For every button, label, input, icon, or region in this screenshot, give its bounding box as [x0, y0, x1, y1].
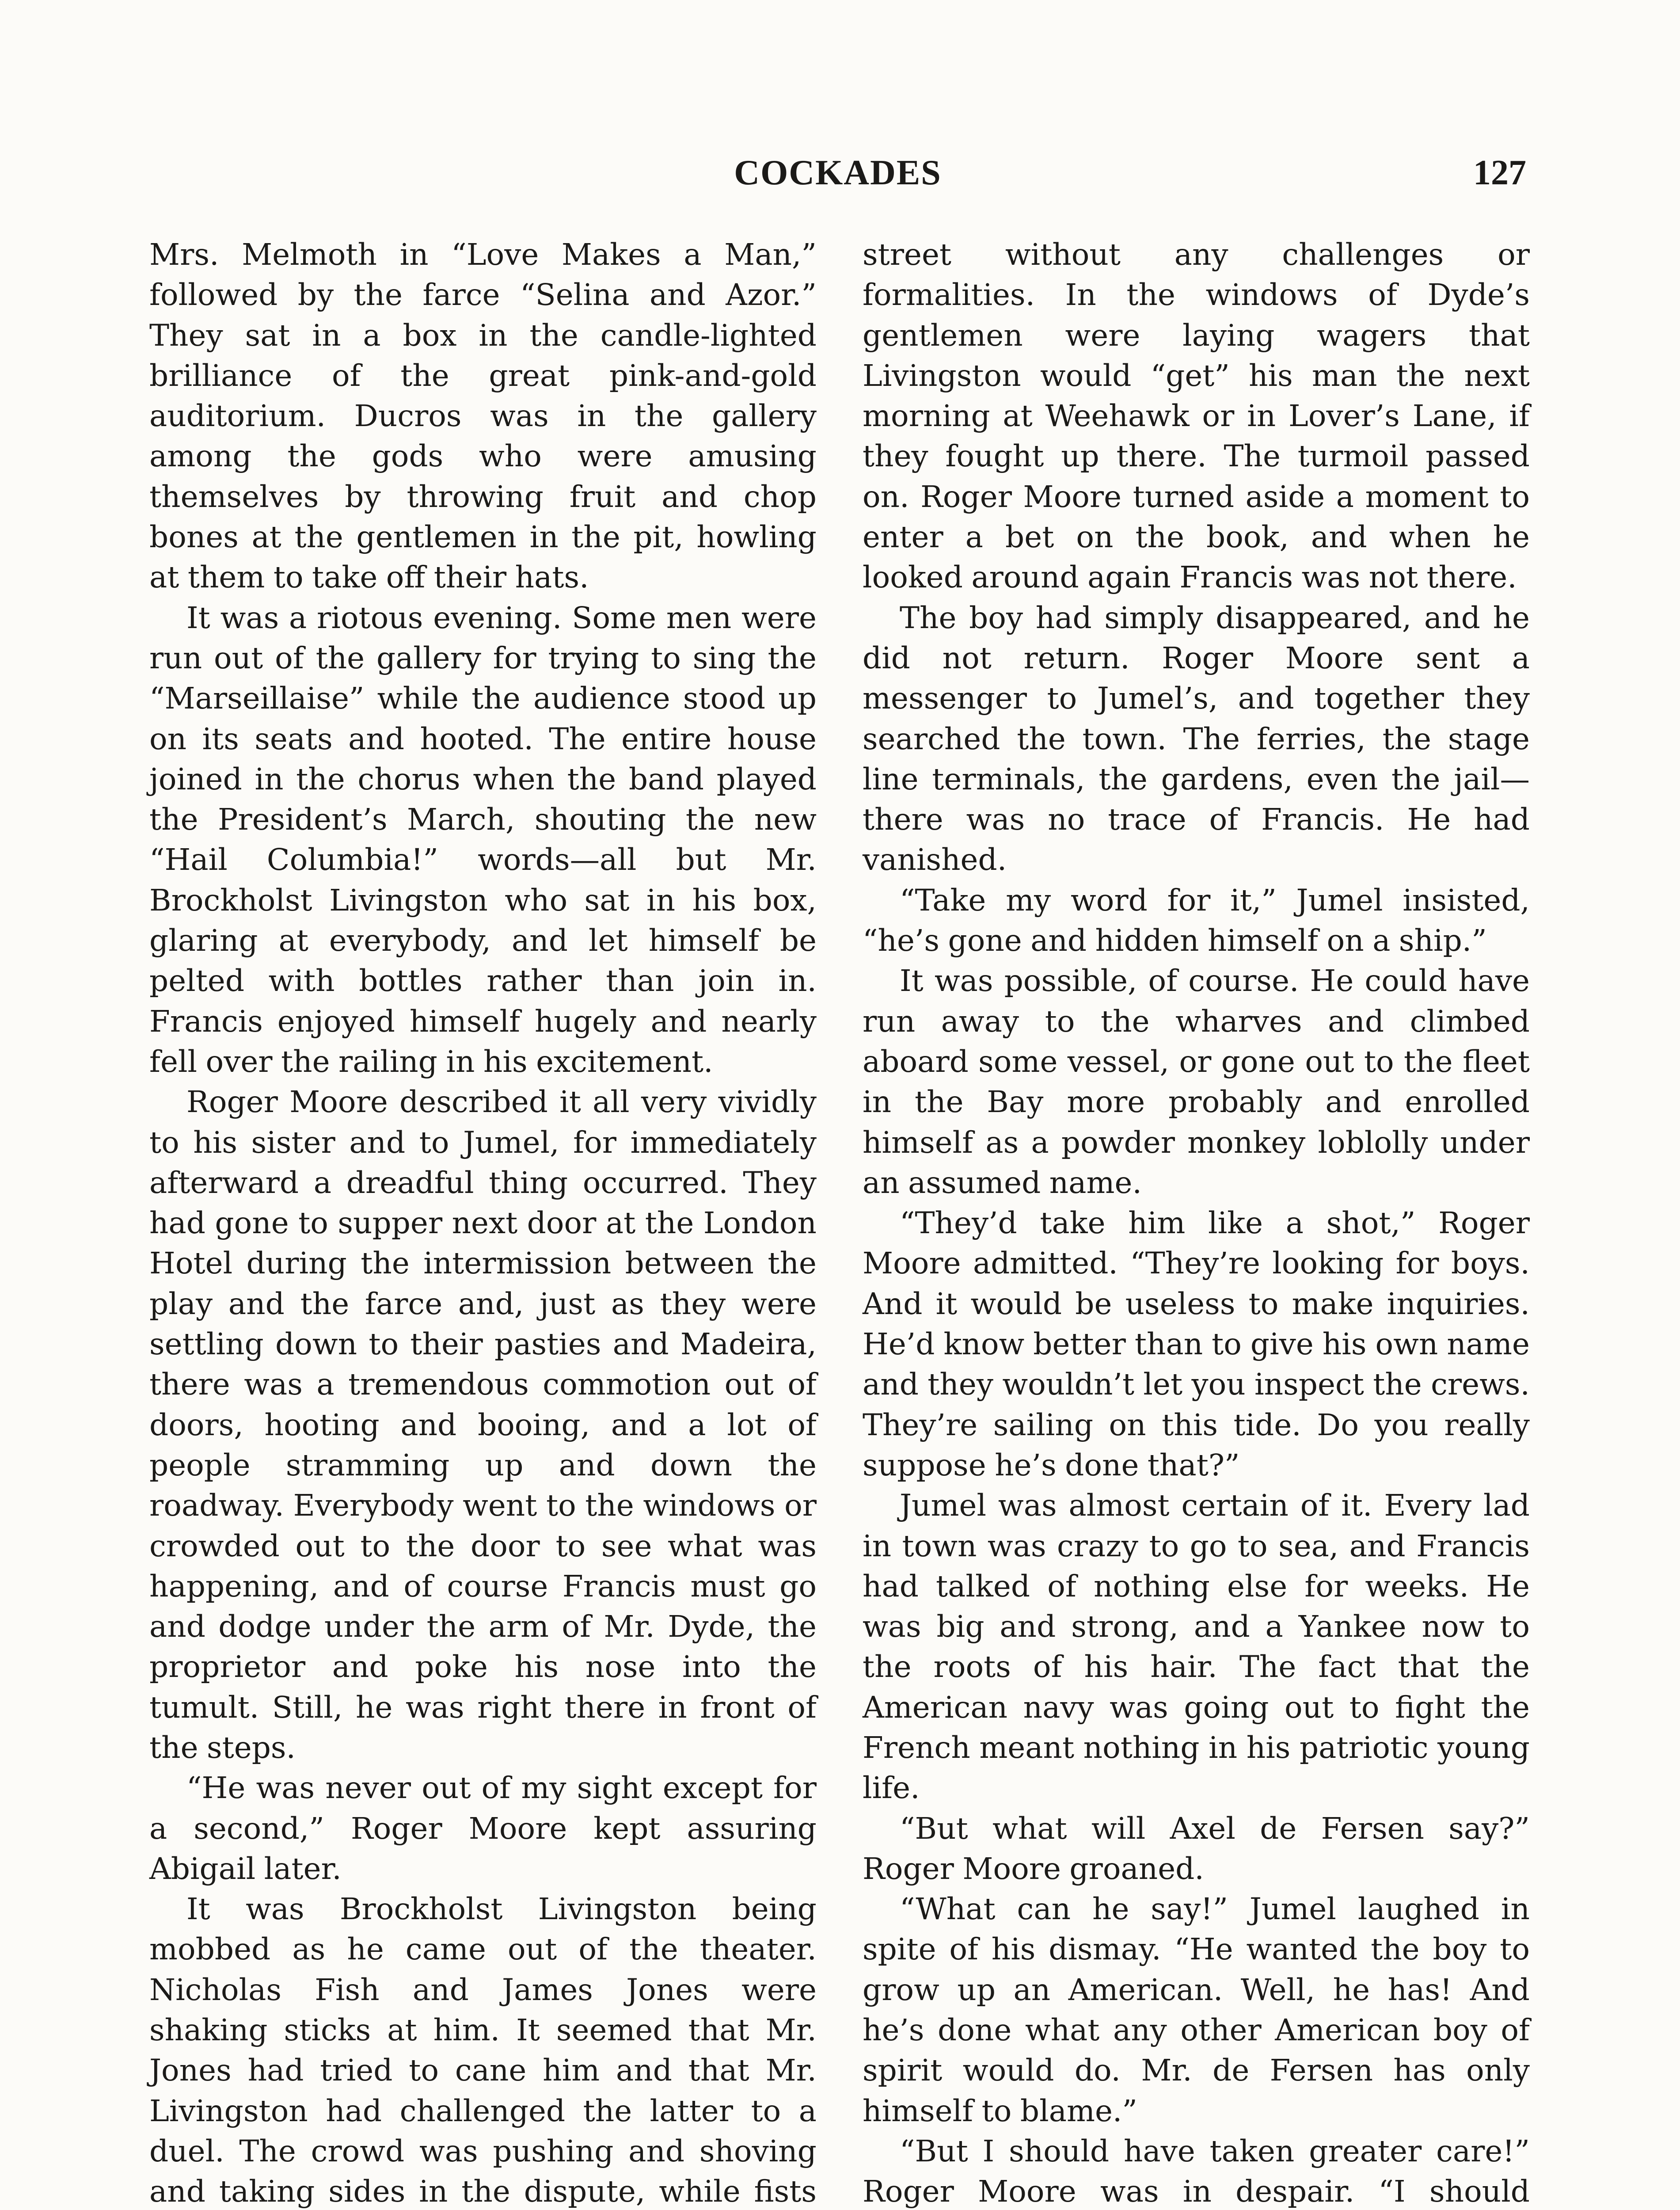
paragraph: Mrs. Melmoth in “Love Makes a Man,” followed by the farce “Selina and Azor.” They sat in a box in the candle-lighted brilliance of the great pink-and-gold auditorium. Ducros was in the gallery among the gods who were amusing themselves by throwing fruit and chop bones at the gentlemen in the pit, howling at them to take off their hats. [149, 237, 817, 595]
paragraph: “They’d take him like a shot,” Roger Moore admitted. “They’re looking for boys. And it would be useless to make inquiries. He’d know better than to give his own name and they wouldn’t let you inspect the crews. They’re sailing on this tide. Do you really suppose he’s done that?” [863, 1205, 1530, 1482]
paragraph: It was Brockholst Livingston being mobbed as he came out of the theater. Nicholas Fish and James Jones were shaking sticks at him. It seemed that Mr. Jones had tried to cane him and that Mr. Livingston had challenged the latter to a duel. The crowd was pushing and shoving and taking sides in the dispute, while fists [149, 1891, 817, 2209]
paragraph: “Take my word for it,” Jumel insisted, “he’s gone and hidden himself on a ship.” [863, 882, 1530, 958]
right-text-column [863, 234, 1530, 2210]
paragraph: “But I should have taken greater care!” Roger Moore was in despair. “I should [863, 2133, 1530, 2209]
paragraph: Roger Moore described it all very vividly to his sister and to Jumel, for immediately afterward a dreadful thing occurred. They had gone to supper next door at the London Hotel during the intermission between the play and the farce and, just as they were settling down to their pasties and Madeira, there was a tremendous commotion out of doors, hooting and booing, and a lot of people stramming up and down the roadway. Everybody went to the windows or crowded out to the door to see what was happening, and of course Francis must go and dodge under the arm of Mr. Dyde, the proprietor and poke his nose into the tumult. Still, he was right there in front of the steps. [149, 1084, 817, 1765]
paragraph: It was possible, of course. He could have run away to the wharves and climbed aboard some vessel, or gone out to the fleet in the Bay more probably and enrolled himself as a powder monkey loblolly under an assumed name. [863, 963, 1530, 1200]
page-number: 127 [1473, 153, 1526, 192]
paragraph: “But what will Axel de Fersen say?” Roger Moore groaned. [863, 1810, 1530, 1886]
paragraph: street without any challenges or formalities. In the windows of Dyde’s gentlemen were laying wagers that Livingston would “get” his man the next morning at Weehawk or in Lover’s Lane, if they fought up there. The turmoil passed on. Roger Moore turned aside a moment to enter a bet on the book, and when he looked around again Francis was not there. [863, 237, 1530, 595]
running-head [149, 149, 1526, 197]
paragraph: “What can he say!” Jumel laughed in spite of his dismay. “He wanted the boy to grow up an American. Well, he has! And he’s done what any other American boy of spirit would do. Mr. de Fersen has only himself to blame.” [863, 1891, 1530, 2128]
paragraph: The boy had simply disappeared, and he did not return. Roger Moore sent a messenger to Jumel’s, and together they searched the town. The ferries, the stage line terminals, the gardens, even the jail—there was no trace of Francis. He had vanished. [863, 600, 1530, 877]
paragraph: Jumel was almost certain of it. Every lad in town was crazy to go to sea, and Francis had talked of nothing else for weeks. He was big and strong, and a Yankee now to the roots of his hair. The fact that the American navy was going out to fight the French meant nothing in his patriotic young life. [863, 1488, 1530, 1806]
running-title: COCKADES [734, 153, 942, 192]
paragraph: “He was never out of my sight except for a second,” Roger Moore kept assuring Abigail later. [149, 1770, 817, 1886]
paragraph: It was a riotous evening. Some men were run out of the gallery for trying to sing the “Marseillaise” while the audience stood up on its seats and hooted. The entire house joined in the chorus when the band played the President’s March, shouting the new “Hail Columbia!” words—all but Mr. Brockholst Livingston who sat in his box, glaring at everybody, and let himself be pelted with bottles rather than join in. Francis enjoyed himself hugely and nearly fell over the railing in his excitement. [149, 600, 817, 1079]
left-text-column [149, 234, 817, 2210]
